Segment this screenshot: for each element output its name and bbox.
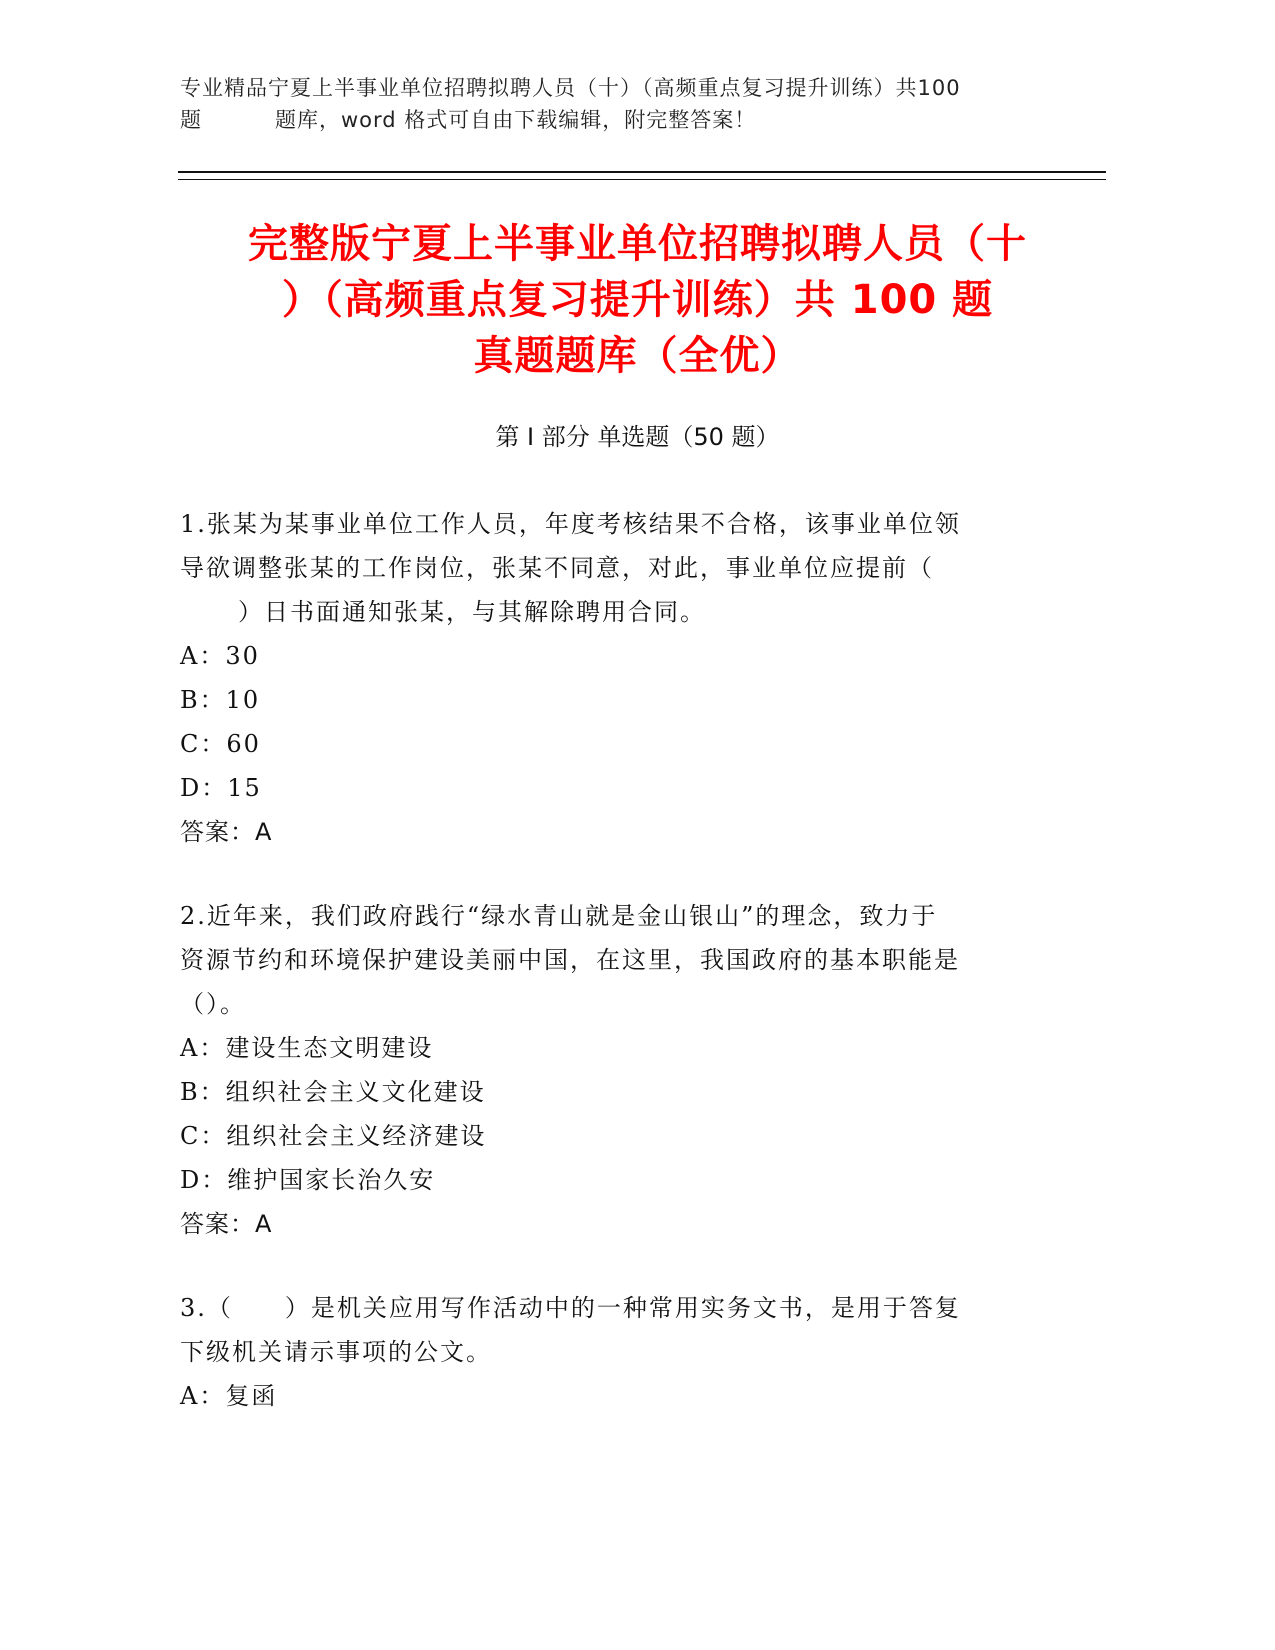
header-divider-thick — [178, 171, 1106, 173]
header-line-1: 专业精品宁夏上半事业单位招聘拟聘人员（十）（高频重点复习提升训练）共100 — [180, 76, 961, 100]
stem-line: 资源节约和环境保护建设美丽中国，在这里，我国政府的基本职能是 — [180, 946, 960, 974]
stem-line: 1.张某为某事业单位工作人员，年度考核结果不合格，该事业单位领 — [180, 510, 961, 538]
option-c: C：60 — [180, 730, 261, 758]
stem-line: 2.近年来，我们政府践行“绿水青山就是金山银山”的理念，致力于 — [180, 902, 938, 930]
title-line-2: ）（高频重点复习提升训练）共 100 题 — [281, 277, 994, 323]
question-stem — [180, 502, 1060, 634]
stem-line: 下级机关请示事项的公文。 — [180, 1338, 492, 1366]
document-header-note — [180, 72, 1060, 136]
answer: 答案：A — [180, 1210, 273, 1238]
header-line-2-rest: 题库，word 格式可自由下载编辑，附完整答案！ — [275, 108, 757, 132]
header-line-2-start: 题 — [180, 108, 202, 132]
title-line-3: 真题题库（全优） — [473, 333, 802, 379]
answer: 答案：A — [180, 818, 273, 846]
option-c: C：组织社会主义经济建设 — [180, 1122, 487, 1150]
header-divider-thin — [178, 179, 1106, 180]
option-a: A：30 — [180, 642, 260, 670]
option-a: A：复函 — [180, 1382, 278, 1410]
document-title — [160, 216, 1115, 384]
stem-line: 3.（ ）是机关应用写作活动中的一种常用实务文书，是用于答复 — [180, 1294, 961, 1322]
question-stem — [180, 1286, 1060, 1374]
stem-line: 导欲调整张某的工作岗位，张某不同意，对此，事业单位应提前（ — [180, 554, 934, 582]
title-line-1: 完整版宁夏上半事业单位招聘拟聘人员（十 — [248, 221, 1027, 267]
option-d: D：15 — [180, 774, 262, 802]
option-b: B：组织社会主义文化建设 — [180, 1078, 486, 1106]
stem-line: ）日书面通知张某，与其解除聘用合同。 — [238, 598, 706, 626]
option-d: D：维护国家长治久安 — [180, 1166, 436, 1194]
option-b: B：10 — [180, 686, 261, 714]
option-a: A：建设生态文明建设 — [180, 1034, 434, 1062]
question-stem — [180, 894, 1060, 1026]
section-title: 第 I 部分 单选题（50 题） — [495, 423, 780, 451]
header-line-2 — [180, 104, 1060, 136]
question-1 — [180, 502, 1060, 854]
stem-line: （）。 — [180, 990, 246, 1018]
question-3 — [180, 1286, 1060, 1418]
question-2 — [180, 894, 1060, 1246]
